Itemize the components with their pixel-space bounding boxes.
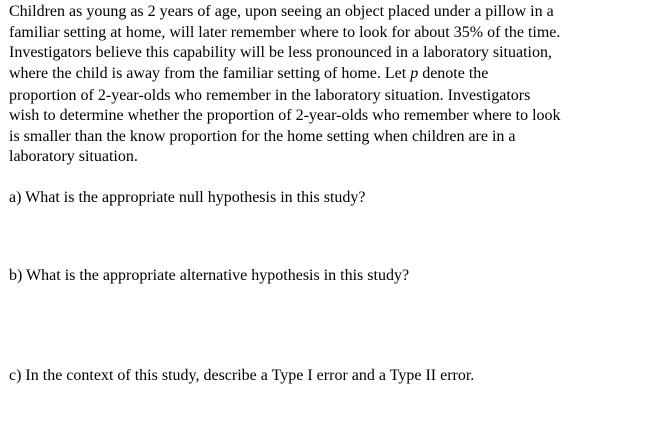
passage-line-2: familiar setting at home, will later remember where to look for about 35% of the time. — [9, 24, 561, 41]
passage-line-4 — [9, 64, 488, 84]
passage-line-1: Children as young as 2 years of age, upon seeing an object placed under a pillow in a — [9, 3, 554, 20]
question-c: c) In the context of this study, describe a Type I error and a Type II error. — [9, 367, 475, 384]
passage-line-5: proportion of 2-year-olds who remember in the laboratory situation. Investigators — [9, 87, 531, 104]
passage-line-6: wish to determine whether the proportion of 2-year-olds who remember where to look — [9, 107, 561, 124]
passage-line-4-tail: denote the — [422, 65, 489, 82]
passage-line-7: is smaller than the know proportion for the home setting when children are in a — [9, 128, 516, 145]
passage-line-8: laboratory situation. — [9, 148, 138, 165]
question-b: b) What is the appropriate alternative hypothesis in this study? — [9, 267, 410, 284]
variable-p: p — [410, 65, 419, 82]
question-a: a) What is the appropriate null hypothesis in this study? — [9, 189, 366, 206]
passage-line-3: Investigators believe this capability will be less pronounced in a laboratory situation, — [9, 44, 552, 61]
passage-line-4-text: where the child is away from the familiar setting of home. Let — [9, 65, 407, 82]
